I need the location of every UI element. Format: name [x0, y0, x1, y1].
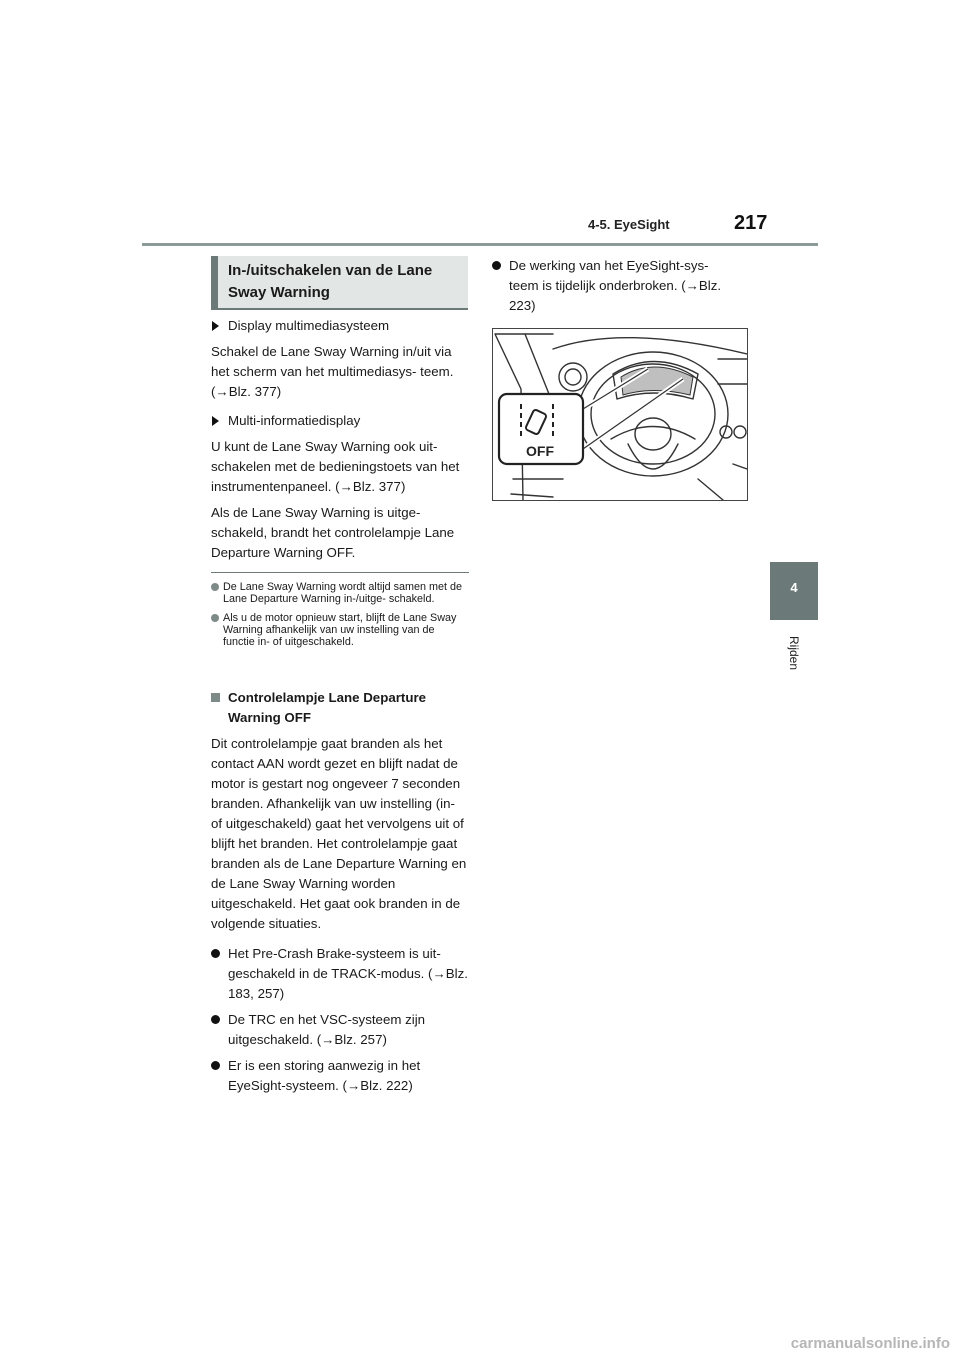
- paragraph-mid: U kunt de Lane Sway Warning ook uit- schakelen met de bedieningstoets van het instrumentenpaneel. (→Blz. 377): [211, 439, 460, 494]
- note-divider: [211, 572, 469, 573]
- left-column-lower: [211, 734, 469, 1096]
- header-rule: [142, 243, 818, 246]
- dot-bullet-icon: [492, 261, 501, 270]
- right-column: [492, 256, 737, 316]
- bullet-item: Het Pre-Crash Brake-systeem is uit- geschakeld in de TRACK-modus. (→Blz. 183, 257): [211, 944, 468, 1004]
- paragraph-multimedia: Schakel de Lane Sway Warning in/uit via het scherm van het multimediasys- teem. (→Blz. 377): [211, 344, 454, 399]
- dot-bullet-icon: [211, 1015, 220, 1024]
- square-bullet-icon: [211, 693, 220, 702]
- note-bullet-icon: [211, 583, 219, 591]
- page-number: 217: [734, 212, 768, 234]
- bullet-item: De werking van het EyeSight-sys- teem is tijdelijk onderbroken. (→Blz. 223): [492, 256, 737, 316]
- chapter-number: 4: [790, 580, 798, 595]
- section-heading: [211, 256, 468, 308]
- triangle-bullet-icon: [212, 416, 219, 426]
- dot-bullet-icon: [211, 1061, 220, 1070]
- paragraph-indicator: Dit controlelampje gaat branden als het contact AAN wordt gezet en blijft nadat de motor is gestart nog ongeveer 7 seconden branden. Afhankelijk van uw instelling (in- of uitgeschakeld) gaat het vervolgens uit of blijft het branden. Het controlelampje gaat branden als de Lane Departure Warning en de Lane Sway Warning worden uitgeschakeld. Het gaat ook branden in de volgende situaties.: [211, 736, 467, 931]
- dashboard-illustration: [492, 328, 748, 501]
- bullet-item: Er is een storing aanwezig in het EyeSight-systeem. (→Blz. 222): [211, 1056, 468, 1096]
- left-column-upper: [211, 316, 469, 563]
- dot-bullet-icon: [211, 949, 220, 958]
- triangle-bullet-icon: [212, 321, 219, 331]
- note-item: Als u de motor opnieuw start, blijft de Lane Sway Warning afhankelijk van uw instelling van de functie in- of uitgeschakeld.: [211, 612, 469, 648]
- note-item: De Lane Sway Warning wordt altijd samen met de Lane Departure Warning in-/uitge- schakeld.: [211, 581, 469, 605]
- subheading: Controlelampje Lane Departure Warning OFF: [211, 688, 473, 728]
- lane-departure-off-indicator-text: OFF: [526, 443, 554, 459]
- arrow-item-mid: Multi-informatiedisplay: [211, 411, 469, 431]
- notes: [211, 581, 469, 648]
- watermark: carmanualsonline.info: [790, 1335, 950, 1352]
- section-label: 4-5. EyeSight: [588, 217, 670, 232]
- arrow-item-multimedia: Display multimediasysteem: [211, 316, 469, 336]
- section-heading-text: In-/uitschakelen van de Lane Sway Warning: [228, 262, 433, 301]
- chapter-title: Rijden: [787, 635, 801, 671]
- bullet-item: De TRC en het VSC-systeem zijn uitgeschakeld. (→Blz. 257): [211, 1010, 468, 1050]
- dashboard-drawing: [493, 329, 747, 500]
- paragraph-off-lamp: Als de Lane Sway Warning is uitge- schakeld, brandt het controlelampje Lane Departure Warning OFF.: [211, 505, 455, 560]
- note-bullet-icon: [211, 614, 219, 622]
